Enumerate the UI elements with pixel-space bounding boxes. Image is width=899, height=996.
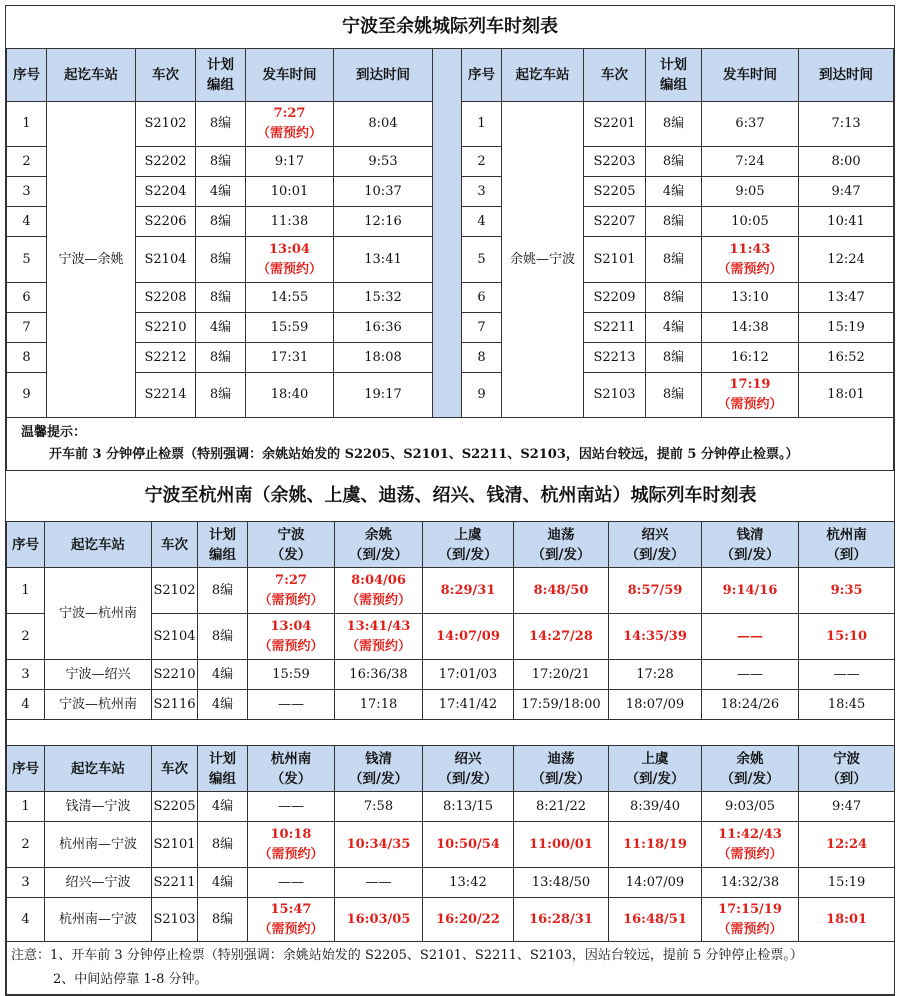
row-number: 3 — [7, 177, 47, 207]
station-time: 14:07/09 — [609, 868, 702, 898]
table-row — [7, 822, 895, 868]
formation: 4编 — [646, 177, 702, 207]
arrival-time: 7:13 — [799, 102, 894, 147]
train-number: S2103 — [152, 898, 198, 942]
train-number: S2209 — [584, 283, 646, 313]
row-number: 2 — [462, 147, 502, 177]
train-number: S2211 — [152, 868, 198, 898]
route-station: 绍兴—宁波 — [45, 868, 152, 898]
train-number: S2206 — [136, 207, 196, 237]
station-time: 7:27 （需预约） — [248, 568, 335, 614]
formation: 4编 — [198, 690, 248, 720]
arrival-time: 13:41 — [334, 237, 433, 283]
station-time: 18:07/09 — [609, 690, 702, 720]
station-time: 14:27/28 — [514, 614, 609, 660]
row-number: 3 — [7, 868, 45, 898]
station-time: 12:24 — [799, 822, 895, 868]
station-time: 17:18 — [335, 690, 423, 720]
formation: 8编 — [196, 102, 246, 147]
train-number: S2211 — [584, 313, 646, 343]
column-header: 车次 — [584, 49, 646, 102]
column-header: 发车时间 — [246, 49, 334, 102]
station-time: 13:48/50 — [514, 868, 609, 898]
formation: 8编 — [646, 207, 702, 237]
station-time: 16:03/05 — [335, 898, 423, 942]
ningbo-hangzhounan-table — [6, 471, 895, 995]
row-number: 8 — [462, 343, 502, 373]
train-number: S2201 — [584, 102, 646, 147]
tip-label: 温馨提示： — [21, 425, 87, 440]
row-number: 1 — [7, 568, 45, 614]
formation: 8编 — [196, 147, 246, 177]
column-header: 车次 — [152, 746, 198, 792]
formation: 8编 — [196, 237, 246, 283]
formation: 8编 — [198, 568, 248, 614]
formation: 8编 — [646, 283, 702, 313]
row-number: 4 — [7, 898, 45, 942]
station-time: 17:59/18:00 — [514, 690, 609, 720]
station-time: 8:13/15 — [423, 792, 514, 822]
column-header: 上虞 （到/发） — [609, 746, 702, 792]
station-time: 13:42 — [423, 868, 514, 898]
arrival-time: 10:37 — [334, 177, 433, 207]
title-row — [7, 471, 895, 522]
station-time: 9:14/16 — [702, 568, 799, 614]
row-number: 5 — [462, 237, 502, 283]
train-number: S2203 — [584, 147, 646, 177]
arrival-time: 16:36 — [334, 313, 433, 343]
train-number: S2213 — [584, 343, 646, 373]
train-number: S2104 — [152, 614, 198, 660]
train-number: S2214 — [136, 373, 196, 418]
station-time: 15:59 — [248, 660, 335, 690]
arrival-time: 18:01 — [799, 373, 894, 418]
route-station: 宁波—杭州南 — [45, 568, 152, 660]
departure-time: 9:17 — [246, 147, 334, 177]
column-header: 迪荡 （到/发） — [514, 522, 609, 568]
station-time: 18:45 — [799, 690, 895, 720]
column-header: 车次 — [152, 522, 198, 568]
table-row — [7, 568, 895, 614]
station-time: 7:58 — [335, 792, 423, 822]
column-header: 起讫车站 — [47, 49, 136, 102]
table-row — [7, 690, 895, 720]
arrival-time: 8:00 — [799, 147, 894, 177]
departure-time: 17:19 （需预约） — [702, 373, 799, 418]
station-time: 13:41/43 （需预约） — [335, 614, 423, 660]
station-time: 10:18 （需预约） — [248, 822, 335, 868]
formation: 8编 — [646, 373, 702, 418]
route-station: 余姚—宁波 — [502, 102, 584, 418]
departure-time: 15:59 — [246, 313, 334, 343]
row-number: 2 — [7, 147, 47, 177]
row-number: 6 — [7, 283, 47, 313]
train-number: S2208 — [136, 283, 196, 313]
station-time: 9:35 — [799, 568, 895, 614]
station-time: 17:41/42 — [423, 690, 514, 720]
column-header: 绍兴 （到/发） — [609, 522, 702, 568]
route-station: 宁波—杭州南 — [45, 690, 152, 720]
tip-text: 开车前 3 分钟停止检票（特别强调：余姚站始发的 S2205、S2101、S2211、S2103，因站台较远，提前 5 分钟停止检票。） — [49, 447, 799, 462]
warm-tip — [7, 418, 894, 471]
departure-time: 16:12 — [702, 343, 799, 373]
formation: 8编 — [646, 237, 702, 283]
train-number: S2204 — [136, 177, 196, 207]
row-number: 7 — [462, 313, 502, 343]
row-number: 4 — [462, 207, 502, 237]
note-1: 注意：1、开车前 3 分钟停止检票（特别强调：余姚站始发的 S2205、S2101、S2211、S2103，因站台较远，提前 5 分钟停止检票。） — [11, 948, 803, 963]
arrival-time: 10:41 — [799, 207, 894, 237]
column-header: 序号 — [462, 49, 502, 102]
train-number: S2102 — [152, 568, 198, 614]
row-number: 6 — [462, 283, 502, 313]
row-number: 9 — [462, 373, 502, 418]
departure-time: 14:38 — [702, 313, 799, 343]
station-time: 8:57/59 — [609, 568, 702, 614]
formation: 8编 — [198, 614, 248, 660]
column-header: 宁波 （发） — [248, 522, 335, 568]
train-number: S2210 — [136, 313, 196, 343]
train-number: S2210 — [152, 660, 198, 690]
train-number: S2116 — [152, 690, 198, 720]
row-number: 2 — [7, 822, 45, 868]
station-time: 8:21/22 — [514, 792, 609, 822]
departure-time: 17:31 — [246, 343, 334, 373]
column-header: 杭州南 （发） — [248, 746, 335, 792]
row-number: 4 — [7, 207, 47, 237]
station-time: 16:36/38 — [335, 660, 423, 690]
station-time: 16:48/51 — [609, 898, 702, 942]
timetable-document — [5, 5, 895, 996]
station-time: 9:47 — [799, 792, 895, 822]
station-time: 8:04/06 （需预约） — [335, 568, 423, 614]
station-time: 16:28/31 — [514, 898, 609, 942]
station-time: —— — [799, 660, 895, 690]
station-time: 15:19 — [799, 868, 895, 898]
column-header: 宁波 （到） — [799, 746, 895, 792]
column-header: 起讫车站 — [45, 746, 152, 792]
row-number: 1 — [462, 102, 502, 147]
column-header: 绍兴 （到/发） — [423, 746, 514, 792]
notes-row — [7, 942, 895, 995]
departure-time: 11:38 — [246, 207, 334, 237]
formation: 8编 — [196, 343, 246, 373]
formation: 8编 — [196, 283, 246, 313]
arrival-time: 19:17 — [334, 373, 433, 418]
column-header: 起讫车站 — [45, 522, 152, 568]
station-time: 17:15/19 （需预约） — [702, 898, 799, 942]
station-time: 10:34/35 — [335, 822, 423, 868]
column-header: 到达时间 — [799, 49, 894, 102]
station-time: 9:03/05 — [702, 792, 799, 822]
station-time: 8:48/50 — [514, 568, 609, 614]
train-number: S2205 — [584, 177, 646, 207]
formation: 4编 — [196, 313, 246, 343]
station-time: —— — [248, 690, 335, 720]
train-number: S2101 — [584, 237, 646, 283]
ningbo-yuyao-table — [6, 6, 894, 471]
formation: 8编 — [646, 102, 702, 147]
train-number: S2202 — [136, 147, 196, 177]
station-time: 15:10 — [799, 614, 895, 660]
column-header: 起讫车站 — [502, 49, 584, 102]
column-header: 到达时间 — [334, 49, 433, 102]
row-number: 1 — [7, 102, 47, 147]
arrival-time: 12:24 — [799, 237, 894, 283]
arrival-time: 15:19 — [799, 313, 894, 343]
column-header: 计划 编组 — [196, 49, 246, 102]
table-title: 宁波至杭州南（余姚、上虞、迪荡、绍兴、钱清、杭州南站）城际列车时刻表 — [7, 471, 895, 522]
departure-time: 13:10 — [702, 283, 799, 313]
column-header: 序号 — [7, 746, 45, 792]
departure-time: 10:01 — [246, 177, 334, 207]
row-number: 8 — [7, 343, 47, 373]
station-time: 14:07/09 — [423, 614, 514, 660]
arrival-time: 13:47 — [799, 283, 894, 313]
departure-time: 11:43 （需预约） — [702, 237, 799, 283]
table-row — [7, 792, 895, 822]
train-number: S2102 — [136, 102, 196, 147]
arrival-time: 8:04 — [334, 102, 433, 147]
column-header: 序号 — [7, 49, 47, 102]
route-station: 钱清—宁波 — [45, 792, 152, 822]
departure-time: 14:55 — [246, 283, 334, 313]
row-number: 7 — [7, 313, 47, 343]
station-time: 11:42/43 （需预约） — [702, 822, 799, 868]
tip-row — [7, 418, 894, 471]
route-station: 杭州南—宁波 — [45, 822, 152, 868]
column-header: 车次 — [136, 49, 196, 102]
column-header: 计划 编组 — [198, 522, 248, 568]
column-header: 余姚 （到/发） — [335, 522, 423, 568]
departure-time: 9:05 — [702, 177, 799, 207]
arrival-time: 15:32 — [334, 283, 433, 313]
formation: 4编 — [196, 177, 246, 207]
table-title: 宁波至余姚城际列车时刻表 — [7, 6, 894, 49]
station-time: 15:47 （需预约） — [248, 898, 335, 942]
table-row — [7, 868, 895, 898]
notes — [7, 942, 895, 995]
station-time: 14:32/38 — [702, 868, 799, 898]
station-time: 8:29/31 — [423, 568, 514, 614]
column-header: 杭州南 （到） — [799, 522, 895, 568]
column-header: 发车时间 — [702, 49, 799, 102]
station-time: 17:28 — [609, 660, 702, 690]
row-number: 3 — [462, 177, 502, 207]
formation: 8编 — [646, 147, 702, 177]
train-number: S2212 — [136, 343, 196, 373]
formation: 4编 — [198, 868, 248, 898]
station-time: 14:35/39 — [609, 614, 702, 660]
train-number: S2103 — [584, 373, 646, 418]
row-number: 1 — [7, 792, 45, 822]
formation: 8编 — [198, 822, 248, 868]
row-number: 4 — [7, 690, 45, 720]
departure-time: 7:24 — [702, 147, 799, 177]
formation: 8编 — [646, 343, 702, 373]
station-time: 18:24/26 — [702, 690, 799, 720]
departure-time: 6:37 — [702, 102, 799, 147]
station-time: 13:04 （需预约） — [248, 614, 335, 660]
row-number: 2 — [7, 614, 45, 660]
column-header: 序号 — [7, 522, 45, 568]
station-time: —— — [702, 614, 799, 660]
arrival-time: 16:52 — [799, 343, 894, 373]
station-time: 8:39/40 — [609, 792, 702, 822]
station-time: 17:20/21 — [514, 660, 609, 690]
route-station: 杭州南—宁波 — [45, 898, 152, 942]
spacer — [7, 720, 895, 746]
station-time: 11:00/01 — [514, 822, 609, 868]
train-number: S2104 — [136, 237, 196, 283]
station-time: —— — [335, 868, 423, 898]
column-header: 钱清 （到/发） — [335, 746, 423, 792]
column-header: 计划 编组 — [198, 746, 248, 792]
station-time: —— — [248, 868, 335, 898]
train-number: S2207 — [584, 207, 646, 237]
column-header: 计划 编组 — [646, 49, 702, 102]
train-number: S2205 — [152, 792, 198, 822]
departure-time: 18:40 — [246, 373, 334, 418]
title-row — [7, 6, 894, 49]
header-row — [7, 49, 894, 102]
formation: 4编 — [198, 792, 248, 822]
spacer-row — [7, 720, 895, 746]
arrival-time: 9:53 — [334, 147, 433, 177]
arrival-time: 12:16 — [334, 207, 433, 237]
formation: 8编 — [198, 898, 248, 942]
departure-time: 10:05 — [702, 207, 799, 237]
departure-time: 13:04 （需预约） — [246, 237, 334, 283]
column-header: 迪荡 （到/发） — [514, 746, 609, 792]
station-time: —— — [248, 792, 335, 822]
header-row — [7, 746, 895, 792]
departure-time: 7:27 （需预约） — [246, 102, 334, 147]
formation: 4编 — [646, 313, 702, 343]
row-number: 5 — [7, 237, 47, 283]
station-time: 16:20/22 — [423, 898, 514, 942]
arrival-time: 9:47 — [799, 177, 894, 207]
station-time: 11:18/19 — [609, 822, 702, 868]
row-number: 9 — [7, 373, 47, 418]
station-time: —— — [702, 660, 799, 690]
route-station: 宁波—余姚 — [47, 102, 136, 418]
column-separator — [433, 49, 462, 418]
header-row — [7, 522, 895, 568]
arrival-time: 18:08 — [334, 343, 433, 373]
train-number: S2101 — [152, 822, 198, 868]
column-header: 钱清 （到/发） — [702, 522, 799, 568]
formation: 8编 — [196, 373, 246, 418]
column-header: 余姚 （到/发） — [702, 746, 799, 792]
route-station: 宁波—绍兴 — [45, 660, 152, 690]
station-time: 10:50/54 — [423, 822, 514, 868]
table-row — [7, 660, 895, 690]
station-time: 17:01/03 — [423, 660, 514, 690]
row-number: 3 — [7, 660, 45, 690]
formation: 8编 — [196, 207, 246, 237]
column-header: 上虞 （到/发） — [423, 522, 514, 568]
table-row — [7, 898, 895, 942]
formation: 4编 — [198, 660, 248, 690]
note-2: 2、中间站停靠 1-8 分钟。 — [53, 972, 208, 987]
station-time: 18:01 — [799, 898, 895, 942]
